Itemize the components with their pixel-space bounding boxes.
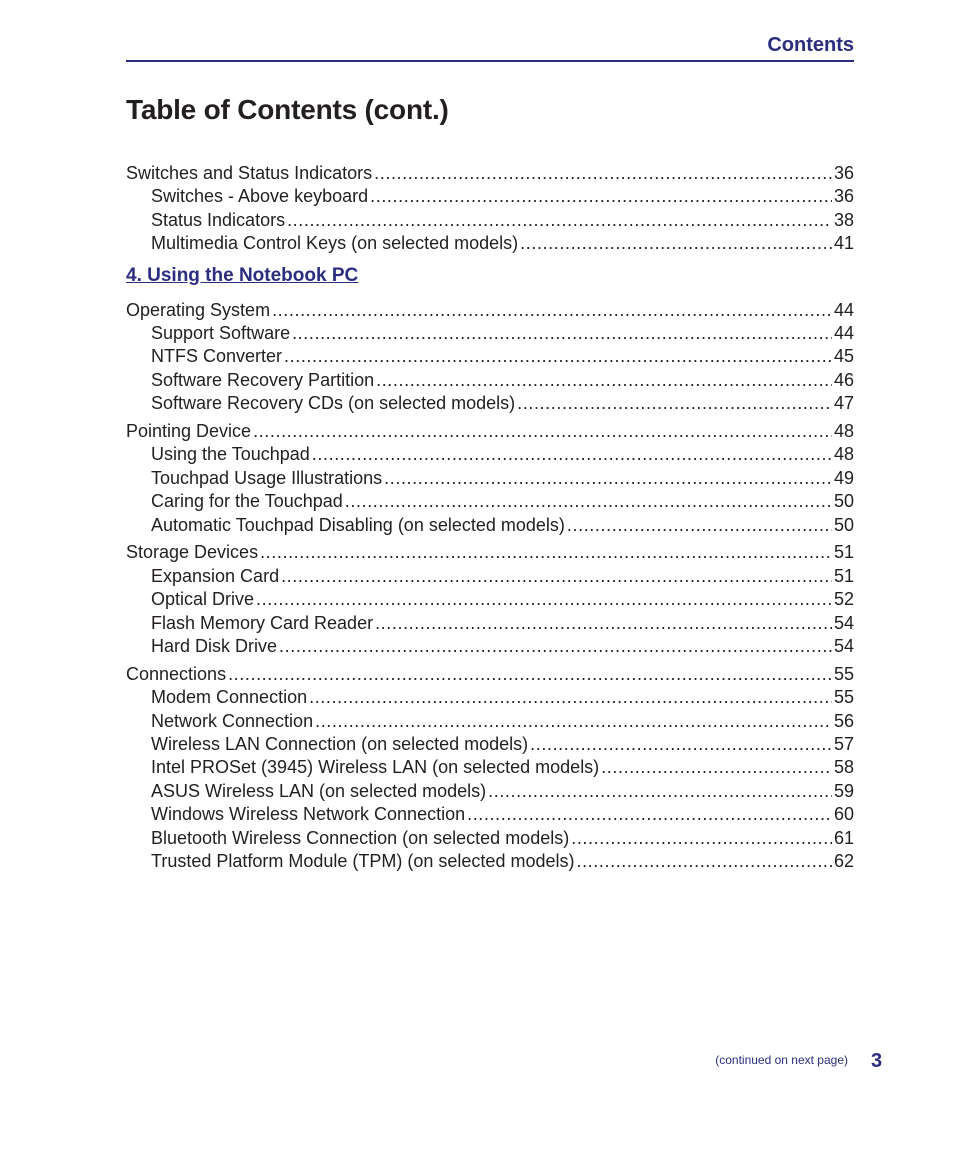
dot-leader <box>576 850 831 873</box>
entry-page-number: 38 <box>833 209 854 230</box>
toc-group <box>126 162 854 256</box>
section-heading[interactable]: 4. Using the Notebook PC <box>126 264 359 286</box>
dot-leader <box>517 392 832 415</box>
toc-subentry[interactable] <box>126 635 854 658</box>
entry-page-number: 45 <box>833 346 854 367</box>
toc-subentry[interactable] <box>126 827 854 850</box>
entry-label: Support Software <box>151 322 291 343</box>
dot-leader <box>272 299 832 322</box>
entry-page-number: 41 <box>833 233 854 254</box>
entry-label: Multimedia Control Keys (on selected models) <box>151 233 519 254</box>
dot-leader <box>370 185 832 208</box>
dot-leader <box>601 756 832 779</box>
toc-subentry[interactable] <box>126 322 854 345</box>
entry-page-number: 54 <box>833 636 854 657</box>
toc-subentry[interactable] <box>126 392 854 415</box>
dot-leader <box>375 612 832 635</box>
continued-note: (continued on next page) <box>715 1053 848 1067</box>
toc-entry[interactable] <box>126 663 854 686</box>
entry-label: Windows Wireless Network Connection <box>151 804 466 825</box>
entry-label: Wireless LAN Connection (on selected models) <box>151 734 529 755</box>
toc-subentry[interactable] <box>126 686 854 709</box>
dot-leader <box>520 232 832 255</box>
entry-label: Status Indicators <box>151 209 286 230</box>
entry-page-number: 48 <box>833 444 854 465</box>
toc-subentry[interactable] <box>126 232 854 255</box>
dot-leader <box>253 420 832 443</box>
page-title: Table of Contents (cont.) <box>126 94 449 125</box>
entry-label: Operating System <box>126 299 271 320</box>
table-of-contents <box>126 162 854 878</box>
entry-label: Network Connection <box>151 710 314 731</box>
dot-leader <box>384 467 832 490</box>
dot-leader <box>228 663 832 686</box>
dot-leader <box>281 565 832 588</box>
toc-subentry[interactable] <box>126 443 854 466</box>
entry-label: Intel PROSet (3945) Wireless LAN (on selected models) <box>151 757 600 778</box>
dot-leader <box>467 803 832 826</box>
toc-entry[interactable] <box>126 299 854 322</box>
entry-page-number: 44 <box>833 322 854 343</box>
dot-leader <box>284 345 832 368</box>
entry-page-number: 59 <box>833 780 854 801</box>
toc-subentry[interactable] <box>126 345 854 368</box>
dot-leader <box>315 710 832 733</box>
entry-label: Flash Memory Card Reader <box>151 612 374 633</box>
toc-subentry[interactable] <box>126 803 854 826</box>
toc-subentry[interactable] <box>126 209 854 232</box>
entry-page-number: 50 <box>833 514 854 535</box>
dot-leader <box>376 369 832 392</box>
entry-page-number: 50 <box>833 491 854 512</box>
entry-label: Automatic Touchpad Disabling (on selected models) <box>151 514 565 535</box>
entry-page-number: 51 <box>833 565 854 586</box>
entry-page-number: 55 <box>833 687 854 708</box>
entry-label: Expansion Card <box>151 565 280 586</box>
entry-page-number: 47 <box>833 393 854 414</box>
toc-entry[interactable] <box>126 420 854 443</box>
toc-group <box>126 420 854 537</box>
dot-leader <box>571 827 832 850</box>
toc-group <box>126 541 854 658</box>
entry-label: Trusted Platform Module (TPM) (on selected models) <box>151 851 575 872</box>
toc-group <box>126 299 854 416</box>
running-header <box>126 34 854 62</box>
entry-label: Switches and Status Indicators <box>126 163 373 183</box>
dot-leader <box>287 209 832 232</box>
entry-label: Pointing Device <box>126 421 252 442</box>
entry-label: ASUS Wireless LAN (on selected models) <box>151 780 487 801</box>
toc-subentry[interactable] <box>126 588 854 611</box>
entry-label: Hard Disk Drive <box>151 636 278 657</box>
header-title: Contents <box>767 34 854 56</box>
entry-page-number: 49 <box>833 467 854 488</box>
dot-leader <box>530 733 832 756</box>
entry-page-number: 51 <box>833 542 854 563</box>
section-entries <box>126 299 854 874</box>
entry-page-number: 62 <box>833 851 854 872</box>
dot-leader <box>256 588 832 611</box>
toc-subentry[interactable] <box>126 756 854 779</box>
entry-page-number: 46 <box>833 369 854 390</box>
toc-subentry[interactable] <box>126 467 854 490</box>
entry-label: Optical Drive <box>151 589 255 610</box>
toc-subentry[interactable] <box>126 514 854 537</box>
toc-subentry[interactable] <box>126 490 854 513</box>
dot-leader <box>488 780 832 803</box>
toc-subentry[interactable] <box>126 565 854 588</box>
entry-page-number: 61 <box>833 827 854 848</box>
entry-page-number: 60 <box>833 804 854 825</box>
entry-page-number: 52 <box>833 589 854 610</box>
toc-group <box>126 663 854 874</box>
entry-page-number: 36 <box>833 186 854 207</box>
entry-label: Connections <box>126 663 227 684</box>
dot-leader <box>309 686 832 709</box>
entry-label: Switches - Above keyboard <box>151 186 369 207</box>
toc-subentry[interactable] <box>126 612 854 635</box>
entry-page-number: 54 <box>833 612 854 633</box>
entry-page-number: 57 <box>833 734 854 755</box>
toc-subentry[interactable] <box>126 185 854 208</box>
dot-leader <box>292 322 832 345</box>
dot-leader <box>567 514 832 537</box>
toc-subentry[interactable] <box>126 710 854 733</box>
entry-page-number: 36 <box>833 163 854 183</box>
toc-subentry[interactable] <box>126 780 854 803</box>
entry-label: Caring for the Touchpad <box>151 491 343 512</box>
dot-leader <box>345 490 832 513</box>
entry-page-number: 55 <box>833 663 854 684</box>
dot-leader <box>374 162 832 185</box>
entry-label: Touchpad Usage Illustrations <box>151 467 383 488</box>
toc-subentry[interactable] <box>126 850 854 873</box>
entry-label: Software Recovery Partition <box>151 369 375 390</box>
dot-leader <box>260 541 832 564</box>
entry-label: Storage Devices <box>126 542 259 563</box>
entry-label: Using the Touchpad <box>151 444 310 465</box>
entry-page-number: 56 <box>833 710 854 731</box>
dot-leader <box>279 635 832 658</box>
toc-subentry[interactable] <box>126 369 854 392</box>
entry-page-number: 44 <box>833 299 854 320</box>
entry-label: NTFS Converter <box>151 346 283 367</box>
toc-entry[interactable] <box>126 162 854 185</box>
page-number: 3 <box>871 1050 883 1072</box>
entry-label: Bluetooth Wireless Connection (on selected models) <box>151 827 570 848</box>
entry-page-number: 58 <box>833 757 854 778</box>
entry-label: Software Recovery CDs (on selected models) <box>151 393 516 414</box>
toc-subentry[interactable] <box>126 733 854 756</box>
dot-leader <box>312 443 832 466</box>
toc-entry[interactable] <box>126 541 854 564</box>
entry-label: Modem Connection <box>151 687 308 708</box>
intro-entries <box>126 162 854 256</box>
entry-page-number: 48 <box>833 421 854 442</box>
